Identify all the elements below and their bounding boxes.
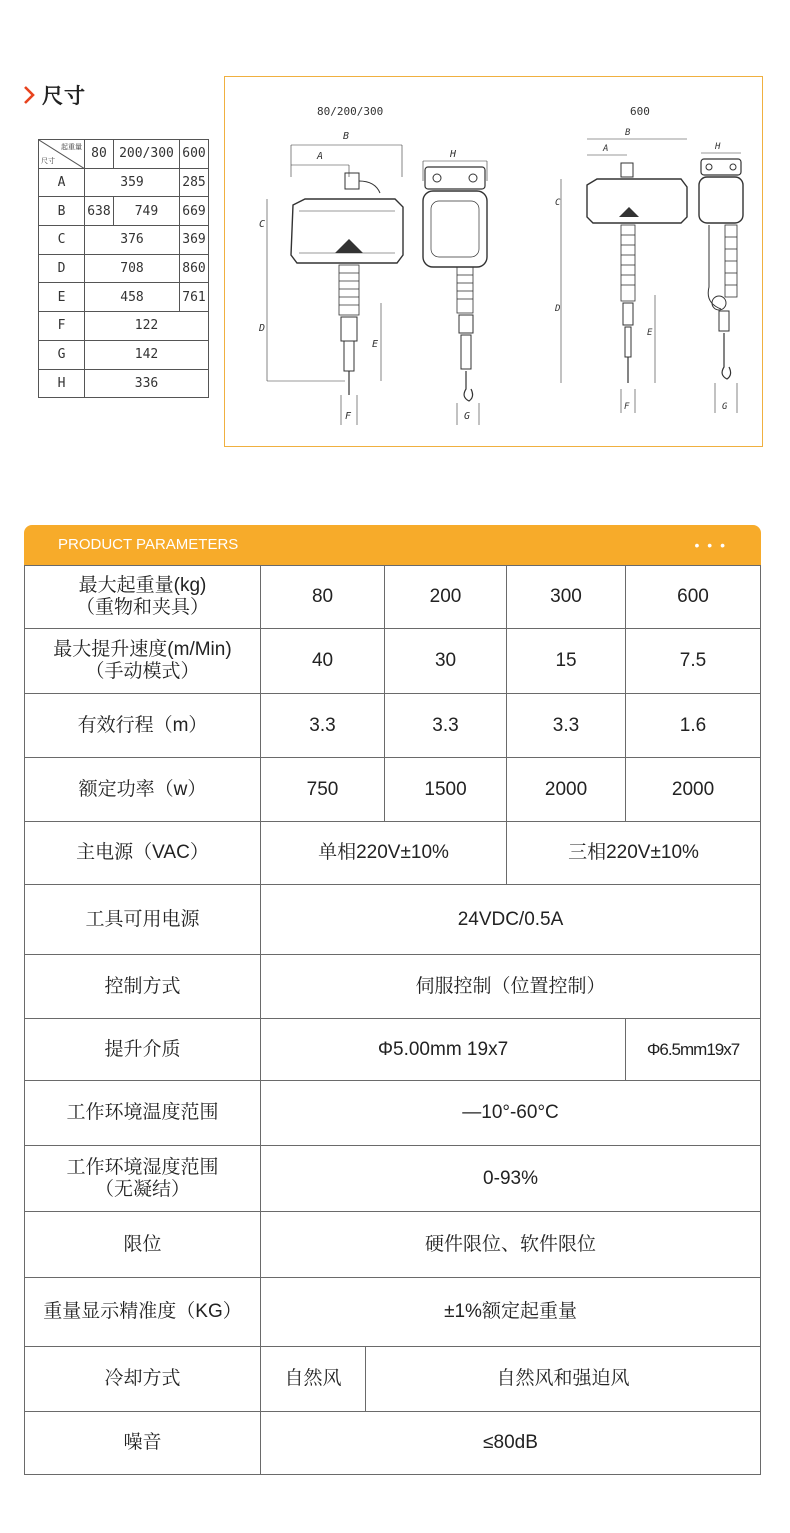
row-label: 额定功率（w） (25, 758, 261, 822)
dim-letter-e: E (372, 339, 379, 350)
row-power (25, 758, 761, 822)
cell-value: 3.3 (261, 694, 385, 758)
row-label (25, 566, 261, 629)
cell-value: 自然风和强迫风 (366, 1347, 761, 1412)
cell-value: 自然风 (261, 1347, 366, 1412)
cell-value: Φ6.5mm19x7 (626, 1019, 761, 1081)
dim-value: 336 (85, 369, 209, 398)
row-tool-power (25, 885, 761, 955)
dim-corner-cell (39, 140, 85, 169)
svg-text:B: B (625, 128, 631, 138)
dim-value: 359 (85, 168, 180, 197)
cell-value: ±1%额定起重量 (261, 1278, 761, 1347)
cell-value: 7.5 (626, 629, 761, 694)
hoist-right-front-view (699, 142, 743, 413)
cell-value: 80 (261, 566, 385, 629)
cell-value: ≤80dB (261, 1412, 761, 1475)
cell-value: 300 (507, 566, 626, 629)
row-stroke (25, 694, 761, 758)
dim-value: 860 (180, 254, 209, 283)
row-label: 有效行程（m） (25, 694, 261, 758)
row-label: 主电源（VAC） (25, 822, 261, 885)
cell-value: 单相220V±10% (261, 822, 507, 885)
drawing-title-right: 600 (630, 105, 650, 118)
dim-header-600: 600 (180, 140, 209, 169)
cell-value: 15 (507, 629, 626, 694)
hoist-left-front-view (423, 149, 487, 425)
cell-value: 200 (385, 566, 507, 629)
row-label: 工具可用电源 (25, 885, 261, 955)
corner-top-label: 起重量 (61, 143, 82, 151)
row-label: 重量显示精准度（KG） (25, 1278, 261, 1347)
row-accuracy (25, 1278, 761, 1347)
cell-value: 750 (261, 758, 385, 822)
row-cooling (25, 1347, 761, 1412)
params-header-title: PRODUCT PARAMETERS (58, 536, 239, 553)
dim-row-f (39, 312, 209, 341)
svg-text:C: C (555, 198, 561, 208)
row-label-sub: （手动模式） (85, 661, 200, 682)
dimension-table (38, 139, 209, 398)
dim-header-200-300: 200/300 (113, 140, 179, 169)
row-mains (25, 822, 761, 885)
row-medium (25, 1019, 761, 1081)
hoist-left-side-view (258, 131, 403, 425)
chevron-right-icon (22, 85, 36, 105)
svg-text:E: E (647, 328, 653, 338)
cell-value: 3.3 (507, 694, 626, 758)
dim-row-g (39, 340, 209, 369)
dimensions-title: 尺寸 (42, 85, 86, 108)
dim-value: 749 (113, 197, 179, 226)
row-noise (25, 1412, 761, 1475)
cell-value: 3.3 (385, 694, 507, 758)
svg-text:D: D (555, 304, 561, 314)
dim-letter-c: C (259, 219, 266, 230)
svg-text:H: H (715, 142, 721, 152)
svg-text:A: A (603, 144, 609, 154)
row-label (25, 1146, 261, 1212)
cell-value: 40 (261, 629, 385, 694)
cell-value: 600 (626, 566, 761, 629)
dim-row-e (39, 283, 209, 312)
dim-row-h (39, 369, 209, 398)
row-limit (25, 1212, 761, 1278)
dim-letter-f: F (345, 411, 352, 422)
row-label: 控制方式 (25, 955, 261, 1019)
dim-label: C (39, 226, 85, 255)
dim-value: 369 (180, 226, 209, 255)
row-label-main: 最大起重量(kg) (78, 575, 207, 597)
cell-value: —10°-60°C (261, 1081, 761, 1146)
dim-header-80: 80 (85, 140, 114, 169)
row-label (25, 629, 261, 694)
row-temperature (25, 1081, 761, 1146)
dim-letter-g: G (464, 411, 471, 422)
cell-value: 24VDC/0.5A (261, 885, 761, 955)
row-label: 冷却方式 (25, 1347, 261, 1412)
dim-value: 638 (85, 197, 114, 226)
more-dots-icon: • • • (694, 537, 727, 553)
row-label: 提升介质 (25, 1019, 261, 1081)
dim-label: A (39, 168, 85, 197)
cell-value: 硬件限位、软件限位 (261, 1212, 761, 1278)
dim-label: B (39, 197, 85, 226)
cell-value: 2000 (507, 758, 626, 822)
cell-value: 1500 (385, 758, 507, 822)
cell-value: Φ5.00mm 19x7 (261, 1019, 626, 1081)
dim-letter-h: H (450, 149, 457, 160)
cell-value: 伺服控制（位置控制） (261, 955, 761, 1019)
drawing-title-left: 80/200/300 (317, 105, 384, 118)
hoist-right-side-view (554, 128, 687, 413)
dim-row-d (39, 254, 209, 283)
row-label-sub: （重物和夹具） (75, 597, 209, 618)
dim-row-a (39, 168, 209, 197)
row-control (25, 955, 761, 1019)
dim-letter-a: A (317, 151, 324, 162)
dim-value: 708 (85, 254, 180, 283)
dim-value: 122 (85, 312, 209, 341)
hoist-drawing (224, 76, 763, 447)
dim-row-b (39, 197, 209, 226)
row-humidity (25, 1146, 761, 1212)
cell-value: 1.6 (626, 694, 761, 758)
dim-label: G (39, 340, 85, 369)
params-header (24, 525, 761, 565)
dimensions-heading (22, 82, 86, 108)
dim-value: 458 (85, 283, 180, 312)
row-label-main: 工作环境湿度范围 (66, 1156, 219, 1178)
dim-value: 285 (180, 168, 209, 197)
cell-value: 30 (385, 629, 507, 694)
dim-row-c (39, 226, 209, 255)
dim-label: D (39, 254, 85, 283)
params-table (24, 565, 761, 1475)
dim-value: 761 (180, 283, 209, 312)
row-label: 噪音 (25, 1412, 261, 1475)
svg-text:F: F (624, 402, 630, 412)
row-label-sub: （无凝结） (94, 1178, 190, 1200)
dim-value: 669 (180, 197, 209, 226)
dim-value: 376 (85, 226, 180, 255)
cell-value: 三相220V±10% (507, 822, 761, 885)
dim-letter-b: B (343, 131, 350, 142)
dim-header-row (39, 140, 209, 169)
row-speed (25, 629, 761, 694)
cell-value: 2000 (626, 758, 761, 822)
corner-bottom-label: 尺寸 (41, 156, 55, 165)
dim-value: 142 (85, 340, 209, 369)
row-label: 工作环境温度范围 (25, 1081, 261, 1146)
cell-value: 0-93% (261, 1146, 761, 1212)
dim-label: E (39, 283, 85, 312)
dim-label: H (39, 369, 85, 398)
row-capacity (25, 566, 761, 629)
row-label-main: 最大提升速度(m/Min) (53, 639, 232, 661)
dim-label: F (39, 312, 85, 341)
dim-letter-d: D (259, 323, 266, 334)
row-label: 限位 (25, 1212, 261, 1278)
svg-text:G: G (722, 402, 728, 412)
